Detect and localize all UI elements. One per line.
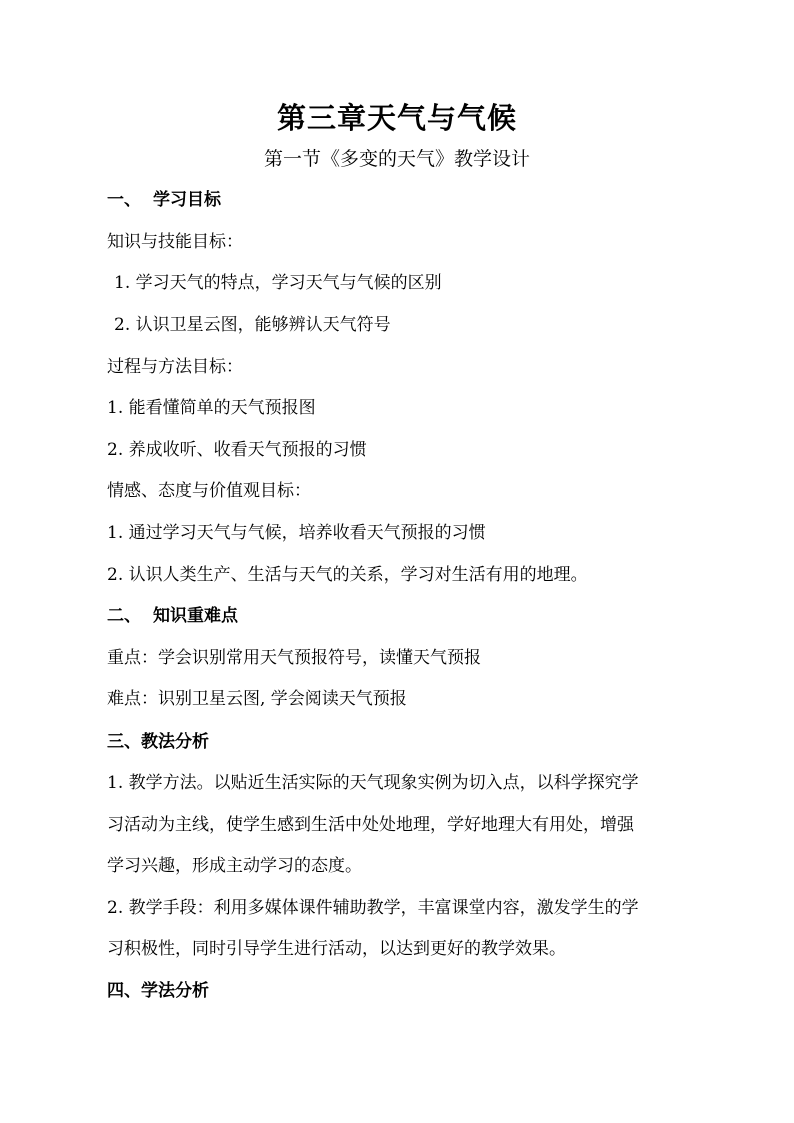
paragraph-line: 2. 认识卫星云图，能够辨认天气符号 [114,315,391,335]
paragraph-line: 难点：识别卫星云图, 学会阅读天气预报 [107,689,407,709]
document-subtitle: 第一节《多变的天气》教学设计 [263,148,530,170]
paragraph-line: 2. 教学手段：利用多媒体课件辅助教学，丰富课堂内容，激发学生的学 [107,898,639,918]
section-title: 知识重难点 [153,606,238,626]
section-heading-3: 三、教法分析 [107,732,209,752]
section-heading-4: 四、学法分析 [107,981,209,1001]
document-title: 第三章天气与气候 [276,101,517,135]
paragraph-line: 知识与技能目标： [107,232,243,252]
paragraph-line: 习积极性，同时引导学生进行活动，以达到更好的教学效果。 [107,939,566,959]
paragraph-line: 2. 养成收听、收看天气预报的习惯 [107,440,367,460]
paragraph-line: 情感、态度与价值观目标： [107,481,311,501]
paragraph-line: 重点：学会识别常用天气预报符号，读懂天气预报 [107,648,481,668]
section-heading-1 [107,187,707,213]
paragraph-line: 1. 能看懂简单的天气预报图 [107,398,316,418]
paragraph-line: 学习兴趣，形成主动学习的态度。 [107,856,362,876]
paragraph-line: 2. 认识人类生产、生活与天气的关系，学习对生活有用的地理。 [107,565,588,585]
section-title: 学习目标 [153,190,221,210]
section-heading-2 [107,603,707,629]
section-number: 一、 [107,190,141,210]
paragraph-line: 习活动为主线，使学生感到生活中处处地理，学好地理大有用处，增强 [107,815,634,835]
paragraph-line: 1. 学习天气的特点，学习天气与气候的区别 [114,273,442,293]
paragraph-line: 1. 教学方法。以贴近生活实际的天气现象实例为切入点，以科学探究学 [107,773,639,793]
section-number: 二、 [107,606,141,626]
paragraph-line: 1. 通过学习天气与气候，培养收看天气预报的习惯 [107,523,486,543]
paragraph-line: 过程与方法目标： [107,357,243,377]
